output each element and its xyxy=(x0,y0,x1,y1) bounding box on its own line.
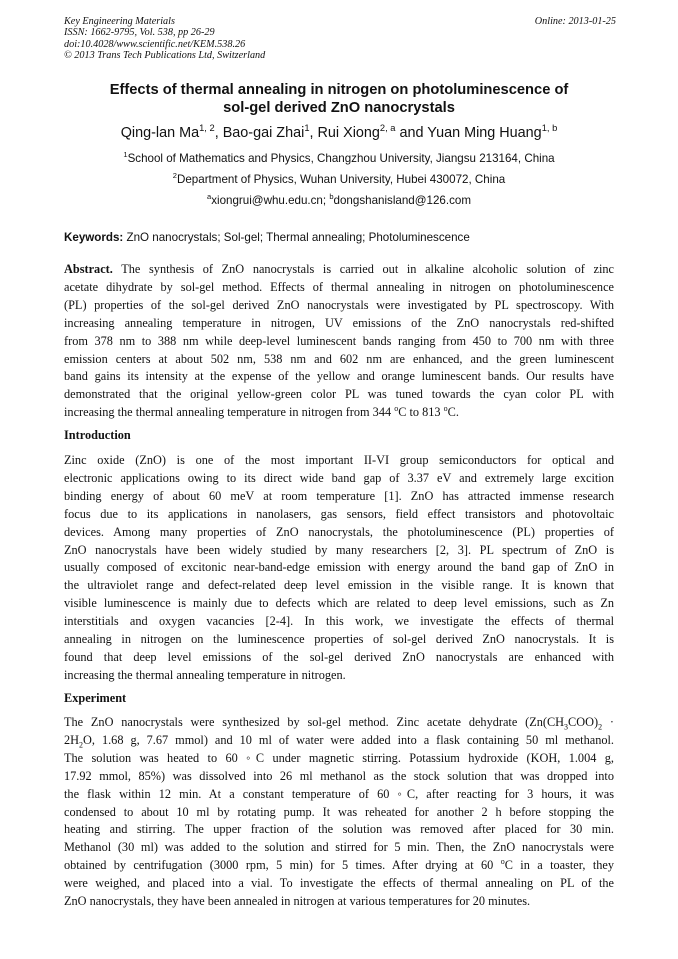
journal-copyright: © 2013 Trans Tech Publications Ltd, Switzerland xyxy=(64,49,266,61)
experiment-line: were weighed, and placed into a vial. To investigate the effects of thermal annealing on PL of the xyxy=(64,876,614,891)
author-separator: , xyxy=(309,125,318,141)
experiment-line: 17.92 mmol, 85%) was dissolved into 26 ml methanol as the stock solution that was dropped into xyxy=(64,768,614,783)
abstract-text: increasing the thermal annealing temperature in nitrogen from 344 xyxy=(64,405,395,420)
keywords-text: ZnO nanocrystals; Sol-gel; Thermal annealing; Photoluminescence xyxy=(123,231,470,244)
introduction-line: found that deep level emissions of the sol-gel derived ZnO nanocrystals are enhanced with xyxy=(64,649,614,664)
introduction-heading: Introduction xyxy=(64,428,131,442)
author-emails xyxy=(40,194,638,208)
experiment-line: ZnO nanocrystals, they have been annealed in nitrogen at various temperatures for 20 minutes. xyxy=(64,894,531,909)
author-name: Yuan Ming Huang xyxy=(427,125,542,141)
abstract-line: demonstrated that the original yellow-green color PL was tuned towards the cyan color PL with xyxy=(64,387,614,402)
experiment-line xyxy=(64,714,614,732)
keywords xyxy=(64,231,620,245)
abstract xyxy=(64,261,614,422)
email-mark: a xyxy=(207,192,212,202)
author-name: Rui Xiong xyxy=(317,125,380,141)
journal-header xyxy=(64,16,616,61)
experiment-heading: Experiment xyxy=(64,691,127,705)
introduction-section xyxy=(64,452,614,685)
affiliation-2 xyxy=(40,173,638,187)
introduction-line: binding energy of about 60 meV at room temperature [1]. ZnO has attracted immense research xyxy=(64,488,614,503)
introduction-line: annealing in nitrogen on the luminescence properties of sol-gel derived ZnO nanocrystals. It is xyxy=(64,632,614,647)
experiment-text: The ZnO nanocrystals were synthesized by sol-gel method. Zinc acetate dehydrate (Zn(CH xyxy=(64,715,565,729)
journal-issn: ISSN: 1662-9795, Vol. 538, pp 26-29 xyxy=(64,27,215,39)
abstract-label: Abstract. xyxy=(64,262,113,276)
introduction-line: interstitials and oxygen vacancies [2-4]. In this work, we investigate the effects of thermal xyxy=(64,614,614,629)
affiliation-mark: 1 xyxy=(123,150,128,160)
author-affiliation-mark: 1, 2 xyxy=(199,123,215,134)
journal-doi: doi:10.4028/www.scientific.net/KEM.538.26 xyxy=(64,38,246,50)
introduction-line: ZnO nanocrystals have been widely studied by many researchers [2, 3]. PL spectrum of ZnO is xyxy=(64,542,614,557)
abstract-line: increasing annealing temperature in nitrogen, UV emissions of the ZnO nanocrystals red-shifted xyxy=(64,315,614,330)
abstract-text: The synthesis of ZnO nanocrystals is carried out in alkaline alcoholic solution of zinc xyxy=(112,262,614,276)
title-line: sol-gel derived ZnO nanocrystals xyxy=(223,100,455,116)
email-link[interactable]: xiongrui@whu.edu.cn; xyxy=(211,194,330,207)
author-name: Qing-lan Ma xyxy=(120,125,200,141)
abstract-line: acetate dihydrate by sol-gel method. Effects of thermal annealing in nitrogen on photoluminescence xyxy=(64,279,614,294)
introduction-line: increasing the thermal annealing temperature in nitrogen. xyxy=(64,667,346,682)
author-list xyxy=(40,124,638,142)
affiliation-mark: 2 xyxy=(172,171,177,181)
introduction-line: devices. Among many properties of ZnO nanocrystals, the photoluminescence (PL) properties of xyxy=(64,524,614,539)
email-link[interactable]: dongshanisland@126.com xyxy=(333,194,471,207)
introduction-line: focus due to its applications in nanolasers, gas sensors, field effect transistors and photovoltaic xyxy=(64,506,614,521)
experiment-line: heating and stirring. The upper fraction of the solution was removed after placed for 30 min. xyxy=(64,822,614,837)
degree-mark: o xyxy=(500,857,505,867)
email-mark: b xyxy=(329,192,334,202)
subscript: 3 xyxy=(564,722,569,732)
experiment-line: the flask within 12 min. At a constant temperature of 60 ◦C, after reacting for 3 hours, it was xyxy=(64,786,614,801)
experiment-line: Methanol (30 ml) was added to the solution and stirred for 5 min. Then, the ZnO nanocrystals were xyxy=(64,840,614,855)
experiment-line: The solution was heated to 60 ◦C under magnetic stirring. Potassium hydroxide (KOH, 1.004 g, xyxy=(64,750,614,765)
introduction-line: visible luminescence is mainly due to defects which are related to deep level emissions, such as Zn xyxy=(64,596,614,611)
subscript: 2 xyxy=(79,740,84,750)
abstract-line: (PL) properties of the sol-gel derived ZnO nanocrystals were investigated by PL spectroscopy. With xyxy=(64,297,614,312)
abstract-text: C to 813 xyxy=(398,405,444,420)
introduction-line: electronic applications owing to its direct wide band gap of 3.37 eV and extremely large excition xyxy=(64,470,614,485)
experiment-line: condensed to about 10 ml by rotating pump. It was reheated for another 2 h before stopping the xyxy=(64,804,614,819)
abstract-text: C. xyxy=(447,405,459,420)
experiment-text: C in a toaster, they xyxy=(504,858,614,873)
author-separator: , xyxy=(214,125,223,141)
experiment-text: COO) xyxy=(568,715,599,729)
introduction-line: the ultraviolet range and defect-related deep level emission in the visible range. It is known that xyxy=(64,578,614,593)
experiment-text: · xyxy=(602,715,614,729)
experiment-text: O, 1.68 g, 7.67 mmol) and 10 ml of water were added into a flask containing 50 ml methanol. xyxy=(83,732,614,747)
experiment-line xyxy=(64,732,614,750)
affiliation-1 xyxy=(40,152,638,166)
author-affiliation-mark: 1, b xyxy=(541,123,558,134)
journal-name: Key Engineering Materials xyxy=(64,16,175,27)
introduction-line: Zinc oxide (ZnO) is one of the most important II-VI group semiconductors for optical and xyxy=(64,453,614,467)
experiment-line xyxy=(64,857,614,875)
introduction-line: usually composed of excitonic near-band-edge emission with energy around the band gap of ZnO in xyxy=(64,560,614,575)
author-affiliation-mark: 1 xyxy=(304,123,310,134)
author-name: Bao-gai Zhai xyxy=(222,125,305,141)
abstract-line: emission centers at about 502 nm, 538 nm and 602 nm are enhanced, and the green luminescent xyxy=(64,351,614,366)
affiliation-text: School of Mathematics and Physics, Changzhou University, Jiangsu 213164, China xyxy=(127,152,555,165)
degree-mark: o xyxy=(443,404,448,414)
abstract-line xyxy=(64,404,614,422)
author-separator: and xyxy=(395,125,428,141)
degree-mark: o xyxy=(394,404,399,414)
title-line: Effects of thermal annealing in nitrogen on photoluminescence of xyxy=(109,82,569,98)
experiment-text: obtained by centrifugation (3000 rpm, 5 min) for 5 times. After drying at 60 xyxy=(64,858,501,873)
experiment-section xyxy=(64,714,614,911)
subscript: 2 xyxy=(598,722,603,732)
keywords-label: Keywords: xyxy=(64,231,124,244)
paper-title xyxy=(60,81,618,117)
online-date: Online: 2013-01-25 xyxy=(534,16,616,27)
abstract-line: band gains its intensity at the expense of the yellow and orange luminescent bands. Our results have xyxy=(64,369,614,384)
experiment-text: 2H xyxy=(64,732,80,747)
abstract-line xyxy=(64,261,614,279)
author-affiliation-mark: 2, a xyxy=(379,123,396,134)
abstract-line: from 378 nm to 388 nm while deep-level luminescent bands ranging from 450 to 700 nm with three xyxy=(64,333,614,348)
affiliation-text: Department of Physics, Wuhan University, Hubei 430072, China xyxy=(176,173,506,186)
